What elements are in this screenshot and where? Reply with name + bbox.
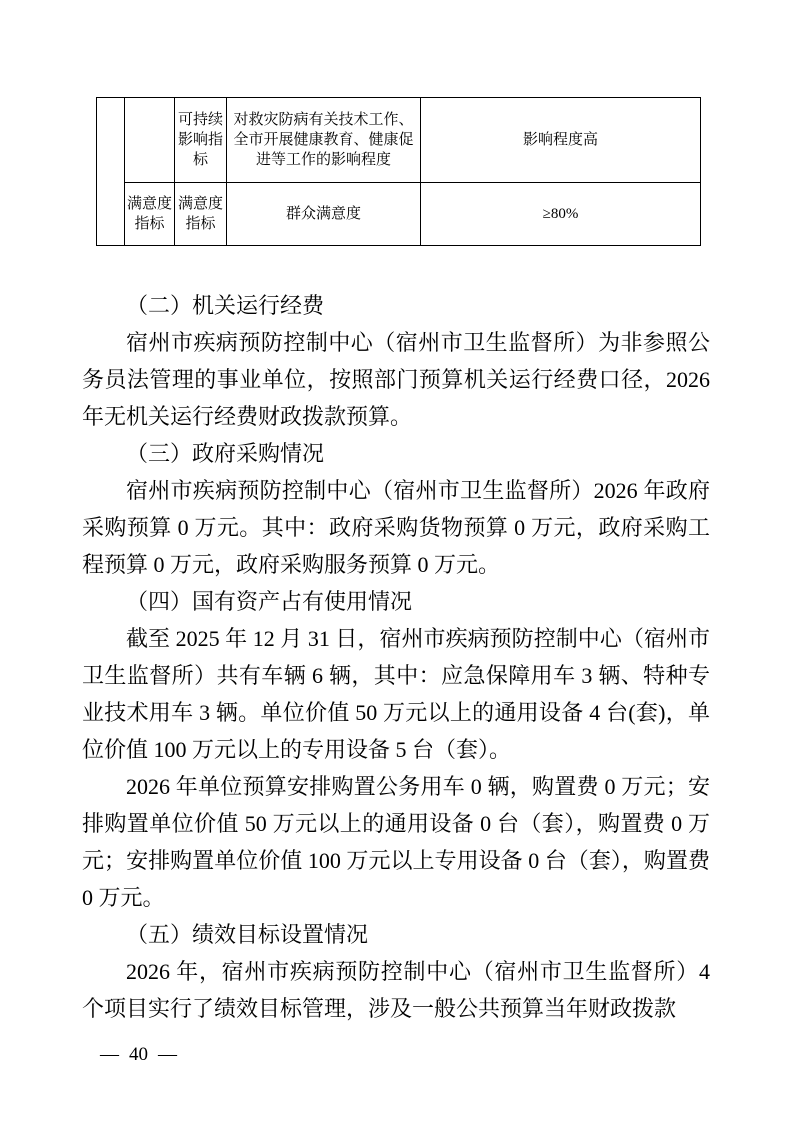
- table-cell-empty: [125, 98, 175, 183]
- paragraph: 2026 年，宿州市疾病预防控制中心（宿州市卫生监督所）4 个项目实行了绩效目标管理，涉及一般公共预算当年财政拨款: [82, 959, 710, 1021]
- table-row: [97, 98, 701, 183]
- section-heading: （四）国有资产占有使用情况: [126, 589, 413, 614]
- paragraph: 宿州市疾病预防控制中心（宿州市卫生监督所）为非参照公务员法管理的事业单位，按照部门预算机关运行经费口径，2026 年无机关运行经费财政拨款预算。: [82, 330, 710, 429]
- footer-dash-left: —: [100, 1044, 119, 1065]
- document-body: [82, 287, 710, 1027]
- table-cell-indicator-type: 满意度指标: [175, 183, 227, 246]
- section-heading: （三）政府采购情况: [126, 441, 325, 466]
- page-number: 40: [129, 1044, 148, 1065]
- footer-dash-right: —: [158, 1044, 177, 1065]
- section-heading: （五）绩效目标设置情况: [126, 922, 369, 947]
- table-cell-indicator-name: 群众满意度: [227, 183, 421, 246]
- paragraph: 宿州市疾病预防控制中心（宿州市卫生监督所）2026 年政府采购预算 0 万元。其中：政府采购货物预算 0 万元，政府采购工程预算 0 万元，政府采购服务预算 0 万元。: [82, 478, 710, 577]
- page-footer: [100, 1042, 177, 1068]
- table-cell-indicator-name: 对救灾防病有关技术工作、全市开展健康教育、健康促进等工作的影响程度: [227, 98, 421, 183]
- paragraph: 2026 年单位预算安排购置公务用车 0 辆，购置费 0 万元；安排购置单位价值 50 万元以上的通用设备 0 台（套），购置费 0 万元；安排购置单位价值 100 万元以上专用设备 0 台（套），购置费 0 万元。: [82, 774, 710, 910]
- section-heading: （二）机关运行经费: [126, 293, 325, 318]
- paragraph: 截至 2025 年 12 月 31 日，宿州市疾病预防控制中心（宿州市卫生监督所）共有车辆 6 辆，其中：应急保障用车 3 辆、特种专业技术用车 3 辆。单位价值 50 万元以上的通用设备 4 台(套)，单位价值 100 万元以上的专用设备 5 台（套）。: [82, 626, 710, 762]
- performance-indicator-table: [96, 97, 701, 246]
- table-cell-indicator-value: ≥80%: [421, 183, 701, 246]
- table-cell-empty-merged: [97, 98, 125, 246]
- table-cell-indicator-category: 满意度指标: [125, 183, 175, 246]
- table-row: [97, 183, 701, 246]
- table-cell-indicator-value: 影响程度高: [421, 98, 701, 183]
- table-cell-indicator-type: 可持续影响指标: [175, 98, 227, 183]
